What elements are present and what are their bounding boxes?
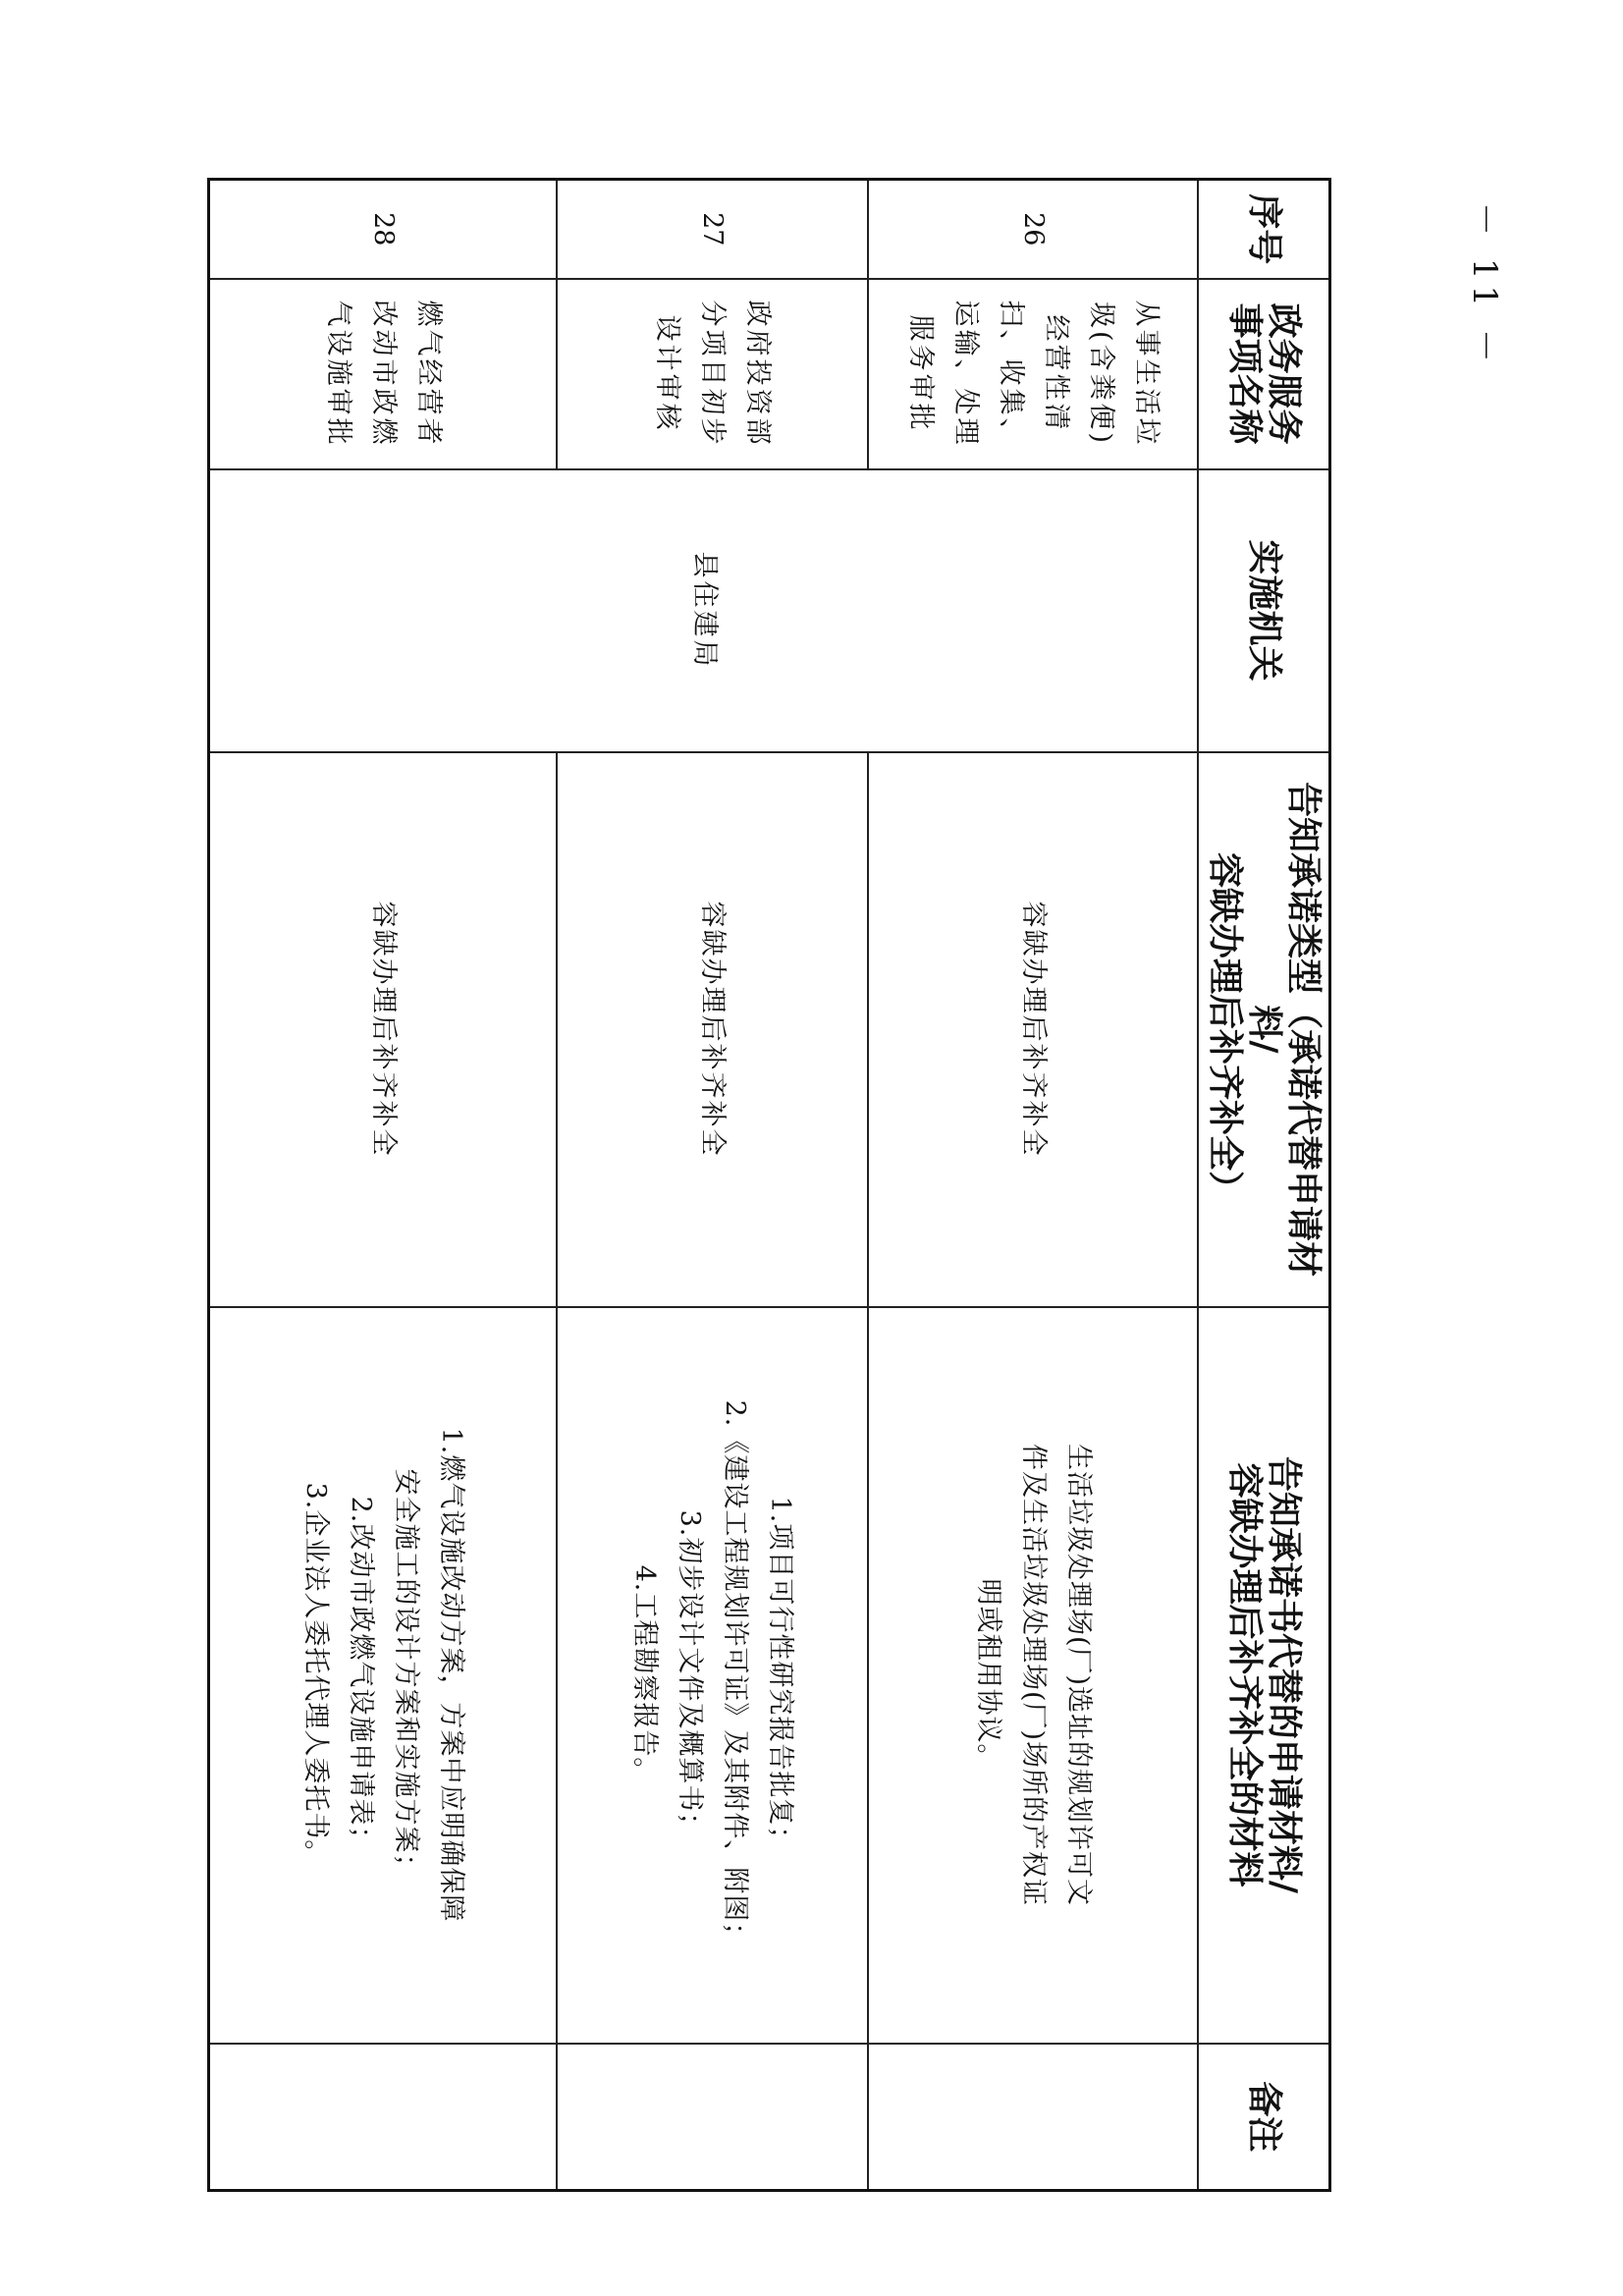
rotated-table-container xyxy=(250,178,1331,2189)
header-agency: 实施机关 xyxy=(1198,469,1330,752)
seq-cell: 28 xyxy=(209,180,557,279)
materials-cell: 1.项目可行性研究报告批复； 2.《建设工程规划许可证》及其附件、附图； 3.初步设计文件及概算书； 4.工程勘察报告。 xyxy=(557,1307,868,2044)
commitment-type-cell: 容缺办理后补齐补全 xyxy=(557,752,868,1307)
header-materials: 告知承诺书代替的申请材料/ 容缺办理后补齐补全的材料 xyxy=(1198,1307,1330,2044)
service-items-table xyxy=(208,178,1332,2192)
materials-cell: 1.燃气设施改动方案，方案中应明确保障 安全施工的设计方案和实施方案； 2.改动市政燃气设施申请表； 3.企业法人委托代理人委托书。 xyxy=(209,1307,557,2044)
materials-cell: 生活垃圾处理场(厂)选址的规划许可文 件及生活垃圾处理场(厂)场所的产权证 明或租用协议。 xyxy=(868,1307,1198,2044)
agency-cell: 县住建局 xyxy=(209,469,1198,752)
item-name-cell: 从事生活垃 圾(含粪便) 经营性清 扫、收集、 运输、处理 服务审批 xyxy=(868,279,1198,469)
item-name-cell: 政府投资部 分项目初步 设计审核 xyxy=(557,279,868,469)
header-remarks: 备注 xyxy=(1198,2044,1330,2191)
item-name-cell: 燃气经营者 改动市政燃 气设施审批 xyxy=(209,279,557,469)
header-row xyxy=(1198,180,1330,2191)
table-row xyxy=(868,180,1198,2191)
remarks-cell xyxy=(868,2044,1198,2191)
commitment-type-cell: 容缺办理后补齐补全 xyxy=(209,752,557,1307)
header-seq: 序号 xyxy=(1198,180,1330,279)
seq-cell: 27 xyxy=(557,180,868,279)
remarks-cell xyxy=(557,2044,868,2191)
header-commitment-type: 告知承诺类型（承诺代替申请材料/ 容缺办理后补齐补全） xyxy=(1198,752,1330,1307)
remarks-cell xyxy=(209,2044,557,2191)
page-number: － 11 － xyxy=(1464,201,1504,368)
seq-cell: 26 xyxy=(868,180,1198,279)
commitment-type-cell: 容缺办理后补齐补全 xyxy=(868,752,1198,1307)
header-item-name: 政务服务 事项名称 xyxy=(1198,279,1330,469)
